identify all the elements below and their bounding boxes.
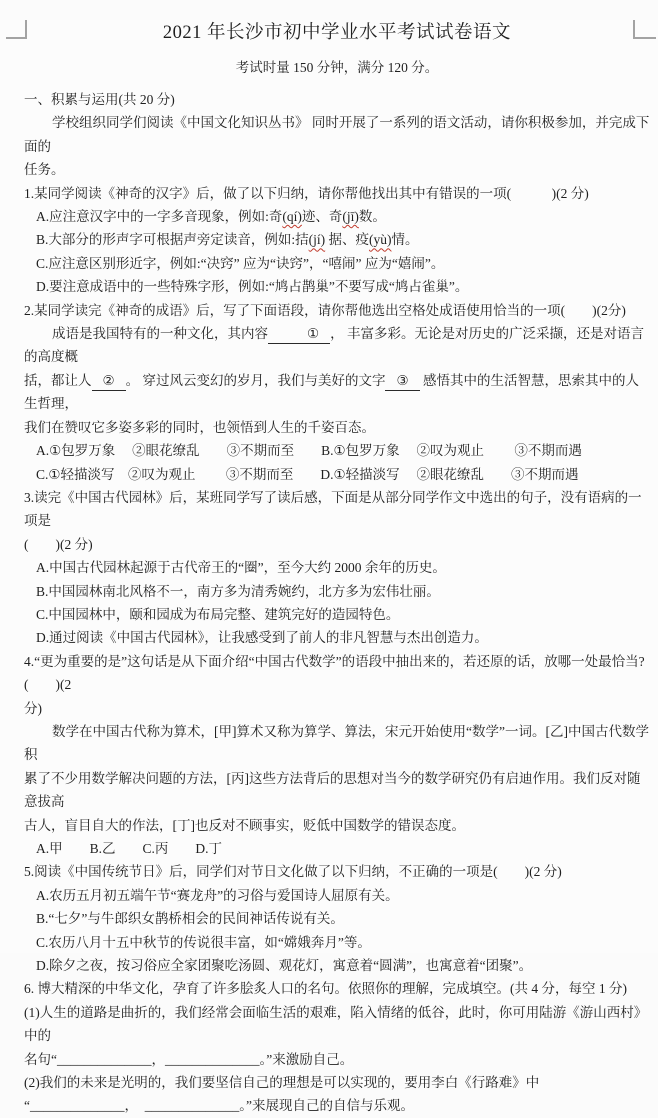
q2-passage-line-2 — [24, 369, 650, 416]
exam-paper-page — [0, 20, 658, 1114]
q5-stem: 5.阅读《中国传统节日》后，同学们对节日文化做了以下归纳，不正确的一项是( )(2 分) — [24, 864, 562, 880]
q1-pinyin-yu4: (yù) — [369, 232, 392, 248]
q2-passage-text: ， 丰富多彩。无论是对历史的广泛采撷，还是对语言的高度概 — [24, 326, 644, 365]
q2-passage-text: 感悟其中的生活智慧，思索其中的人生哲理， — [24, 372, 639, 412]
q1-option-a-text: A.应注意汉字中的一字多音现象，例如:奇 — [36, 209, 283, 225]
q3-option-b: B.中国园林南北风格不一，南方多为清秀婉约，北方多为宏伟壮丽。 — [36, 583, 440, 599]
q6-sub2-line-2: “______________， ______________。”来展现自己的自信与乐观。 — [24, 1098, 414, 1114]
q1-option-c: C.应注意区别形近字，例如:“决窍” 应为“诀窍”，“嘻闹” 应为“嬉闹”。 — [36, 255, 445, 271]
q2-options-ab: A.①包罗万象 ②眼花缭乱 ③不期而至 B.①包罗万象 ②叹为观止 ③不期而遇 — [36, 443, 582, 459]
q2-blank-1: ① — [268, 324, 330, 344]
q1-option-a-text: 迹、奇 — [301, 209, 343, 225]
intro-line-1: 学校组织同学们阅读《中国文化知识丛书》 同时开展了一系列的语文活动，请你积极参加，并完成下面的 — [24, 115, 650, 154]
q4-stem-line-1: 4.“更为重要的是”这句话是从下面介绍“中国古代数学”的语段中抽出来的，若还原的话，放哪一处最恰当?( )(2 — [24, 653, 645, 693]
q4-passage-line-3: 古人，盲目自大的作法，[丁]也反对不顾事实，贬低中国数学的错误态度。 — [24, 817, 465, 833]
q1-option-a-text: 数。 — [358, 209, 386, 225]
q1-option-b — [24, 228, 650, 251]
q1-pinyin-ji1: (jī) — [342, 209, 359, 225]
q4-passage-line-1: 数学在中国古代称为算术，[甲]算术又称为算学、算法，宋元开始使用“数学”一词。[乙]中国古代数学积 — [24, 723, 649, 763]
q6-sub1-line-1: (1)人生的道路是曲折的，我们经常会面临生活的艰难，陷入情绪的低谷，此时，你可用陆游《游山西村》中的 — [24, 1004, 648, 1044]
q1-option-a — [24, 205, 650, 228]
q2-blank-3: ③ — [385, 371, 419, 391]
q2-options-cd: C.①轻描淡写 ②叹为观止 ③不期而至 D.①轻描淡写 ②眼花缭乱 ③不期而遇 — [36, 466, 579, 482]
q1-option-b-text: 据、疫 — [325, 232, 370, 248]
q1-option-b-text: B.大部分的形声字可根据声旁定读音，例如:拮 — [36, 232, 309, 248]
q1-option-d: D.要注意成语中的一些特殊字形，例如:“鸠占鹊巢”不要写成“鸠占雀巢”。 — [36, 279, 469, 295]
q2-passage-text: 括，都让人 — [24, 372, 92, 388]
q2-stem: 2.某同学读完《神奇的成语》后，写了下面语段，请你帮他选出空格处成语使用恰当的一项( )(2分) — [24, 302, 626, 318]
q3-stem-line-1: 3.读完《中国古代园林》后，某班同学写了读后感，下面是从部分同学作文中选出的句子，没有语病的一项是 — [24, 489, 642, 529]
q1-pinyin-ji2: (jí) — [308, 232, 326, 248]
q3-option-d: D.通过阅读《中国古代园林》，让我感受到了前人的非凡智慧与杰出创造力。 — [36, 630, 488, 646]
q4-options: A.甲 B.乙 C.丙 D.丁 — [36, 841, 223, 856]
q6-sub1-line-2: 名句“______________，______________。”来激励自己。 — [24, 1051, 354, 1067]
section-heading: 一、积累与运用(共 20 分) — [24, 92, 175, 107]
q5-option-d: D.除夕之夜，按习俗应全家团聚吃汤圆、观花灯，寓意着“圆满”，也寓意着“团聚”。 — [36, 958, 533, 974]
q1-option-b-text: 情。 — [391, 232, 419, 248]
q2-passage-line-3: 我们在赞叹它多姿多彩的同时，也领悟到人生的千姿百态。 — [24, 419, 375, 435]
q2-passage-line-1 — [24, 322, 650, 369]
q3-option-a: A.中国古代园林起源于古代帝王的“圈”，至今大约 2000 余年的历史。 — [36, 560, 446, 576]
intro-line-2: 任务。 — [24, 162, 65, 178]
q2-passage-text: 成语是我国特有的一种文化，其内容 — [52, 326, 268, 342]
q5-option-b: B.“七夕”与牛郎织女鹊桥相会的民间神话传说有关。 — [36, 911, 344, 927]
exam-meta: 考试时量 150 分钟，满分 120 分。 — [235, 60, 439, 75]
q3-stem-line-2: ( )(2 分) — [24, 536, 93, 552]
margin-crop-mark-top-left — [6, 20, 27, 39]
q1-stem: 1.某同学阅读《神奇的汉字》后，做了以下归纳，请你帮他找出其中有错误的一项( )(2 分) — [24, 185, 589, 201]
q1-pinyin-qi2: (qí) — [282, 209, 302, 225]
exam-content — [0, 20, 658, 1118]
q2-passage-text: 。 穿过风云变幻的岁月，我们与美好的文字 — [125, 372, 386, 388]
q3-option-c: C.中国园林中，颐和园成为布局完整、建筑完好的造园特色。 — [36, 606, 400, 622]
q5-option-a: A.农历五月初五端午节“赛龙舟”的习俗与爱国诗人屈原有关。 — [36, 887, 399, 903]
q6-stem: 6. 博大精深的中华文化，孕育了许多脍炙人口的名句。依照你的理解，完成填空。(共 4 分，每空 1 分) — [24, 981, 627, 997]
q5-option-c: C.农历八月十五中秋节的传说很丰富，如“嫦娥奔月”等。 — [36, 934, 371, 950]
q4-stem-line-2: 分) — [24, 700, 42, 716]
q4-passage-line-2: 累了不少用数学解决问题的方法，[丙]这些方法背后的思想对当今的数学研究仍有启迪作用。我们反对随意拔高 — [24, 770, 641, 810]
exam-title: 2021 年长沙市初中学业水平考试试卷语文 — [162, 23, 512, 43]
margin-crop-mark-top-right — [633, 20, 656, 39]
q6-sub2-line-1: (2)我们的未来是光明的，我们要坚信自己的理想是可以实现的，要用李白《行路难》中 — [24, 1075, 540, 1091]
q2-blank-2: ② — [92, 371, 126, 391]
